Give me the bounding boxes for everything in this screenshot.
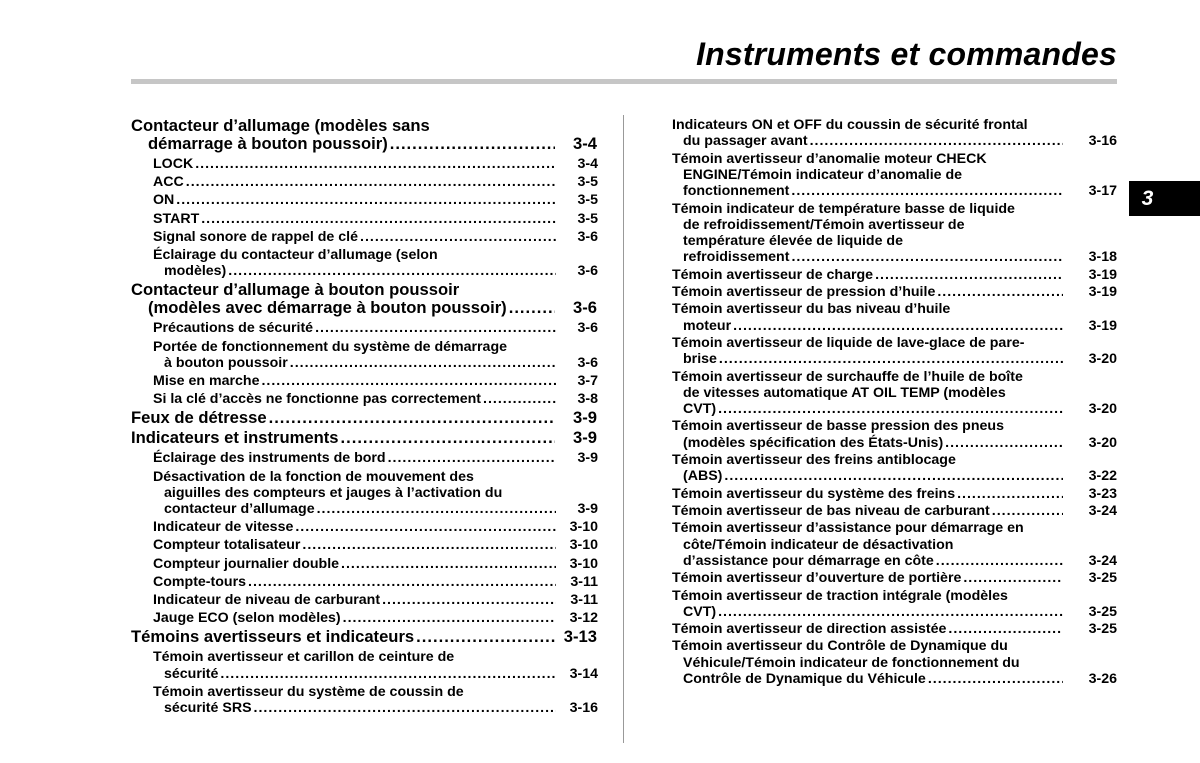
dot-leader [248,574,556,590]
dot-leader [382,592,556,608]
toc-entry[interactable] [672,452,1117,484]
toc-page-number: 3-9 [573,408,597,428]
toc-page-number: 3-19 [1088,266,1117,283]
toc-entry[interactable] [131,174,598,190]
dot-leader [261,373,556,389]
dot-leader [928,671,1063,687]
toc-page-number: 3-6 [577,263,598,280]
toc-page-number: 3-14 [569,665,598,682]
toc-entry-text: Portée de fonctionnement du système de démarrage [153,338,507,355]
toc-entry-text: de refroidissement/Témoin avertisseur de [683,216,965,233]
toc-page-number: 3-12 [569,610,598,627]
toc-entry-text: Témoin avertisseur de liquide de lave-glace de pare- [672,334,1025,351]
toc-entry-text: Témoin avertisseur de surchauffe de l’huile de boîte [672,368,1023,385]
toc-entry-text: d’assistance pour démarrage en côte [683,552,934,569]
toc-page-number: 3-18 [1088,249,1117,266]
toc-page-number: 3-5 [577,174,598,191]
toc-left-column [131,117,598,716]
toc-entry-text: Indicateurs ON et OFF du coussin de sécurité frontal [672,117,1028,134]
dot-leader [810,133,1063,149]
toc-page-number: 3-20 [1088,351,1117,368]
dot-leader [186,174,556,190]
toc-entry-text: Témoin avertisseur de charge [672,266,874,283]
toc-entry[interactable] [672,117,1117,149]
toc-entry[interactable] [131,556,598,572]
toc-entry[interactable] [131,574,598,590]
toc-entry-text: Témoin avertisseur d’assistance pour démarrage en [672,520,1024,537]
dot-leader [733,318,1063,334]
toc-page-number: 3-8 [577,391,598,408]
toc-entry-text: (modèles spécification des États-Unis) [683,434,944,451]
toc-entry-text: refroidissement [683,249,790,266]
toc-entry-text: Compte-tours [153,573,247,590]
toc-entry-text: brise [683,351,717,368]
toc-entry[interactable] [131,339,598,371]
toc-entry-text: Témoin avertisseur du bas niveau d’huile [672,301,951,318]
dot-leader [791,249,1063,265]
toc-entry-text: aiguilles des compteurs et jauges à l’activation du [164,484,503,501]
toc-section-entry[interactable] [131,628,598,646]
toc-entry[interactable] [672,638,1117,687]
toc-entry-text: Contacteur d’allumage à bouton poussoir [131,280,460,300]
toc-entry[interactable] [672,267,1117,283]
toc-page-number: 3-10 [569,555,598,572]
column-divider [623,115,624,743]
toc-entry-text: température élevée de liquide de [683,232,903,249]
toc-page-number: 3-11 [570,573,598,590]
toc-entry-text: Témoin avertisseur de pression d’huile [672,283,936,300]
toc-entry[interactable] [672,418,1117,450]
toc-entry-text: Témoin avertisseur d’anomalie moteur CHECK [672,150,987,167]
toc-entry-text: Témoin avertisseur du système des freins [672,485,956,502]
toc-entry[interactable] [672,588,1117,620]
toc-entry-text: Feux de détresse [131,408,267,428]
toc-entry-text: Éclairage du contacteur d’allumage (selon [153,247,438,264]
toc-entry-text: CVT) [683,603,717,620]
toc-entry[interactable] [672,284,1117,300]
toc-page-number: 3-23 [1088,485,1117,502]
toc-page-number: 3-9 [577,450,598,467]
toc-entry-text: moteur [683,317,732,334]
dot-leader [719,351,1063,367]
dot-leader [724,468,1063,484]
toc-entry[interactable] [672,301,1117,333]
toc-page-number: 3-7 [577,373,598,390]
toc-entry[interactable] [672,520,1117,569]
toc-entry[interactable] [131,537,598,553]
toc-entry-text: démarrage à bouton poussoir) [148,134,388,153]
toc-page-number: 3-6 [577,320,598,337]
dot-leader [963,570,1063,586]
toc-entry-text: à bouton poussoir [164,354,288,371]
toc-entry-text: Contacteur d’allumage (modèles sans [131,116,430,135]
toc-entry-text: Si la clé d’accès ne fonctionne pas correctement [153,391,482,408]
toc-page-number: 3-25 [1088,621,1117,638]
toc-entry[interactable] [131,373,598,389]
toc-entry-text: sécurité SRS [164,700,252,717]
toc-entry-text: Désactivation de la fonction de mouvement des [153,468,474,485]
toc-entry[interactable] [131,684,598,716]
dot-leader [416,628,555,646]
dot-leader [791,183,1063,199]
toc-entry-text: CVT) [683,400,717,417]
toc-entry[interactable] [131,649,598,681]
toc-entry-text: Témoin avertisseur et carillon de ceinture de [153,649,455,666]
toc-page-number: 3-9 [577,501,598,518]
toc-page-number: 3-11 [570,592,598,609]
toc-page-number: 3-6 [577,354,598,371]
toc-entry-text: Témoin avertisseur de bas niveau de carburant [672,502,990,519]
dot-leader [343,610,556,626]
toc-entry[interactable] [672,151,1117,200]
toc-entry-text: Contrôle de Dynamique du Véhicule [683,670,926,687]
toc-page-number: 3-17 [1088,183,1117,200]
toc-entry-text: de vitesses automatique AT OIL TEMP (modèles [683,384,1006,401]
toc-entry[interactable] [672,369,1117,418]
toc-entry-text: Témoin avertisseur d’ouverture de portière [672,570,962,587]
toc-entry[interactable] [131,519,598,535]
toc-page-number: 3-5 [577,210,598,227]
toc-entry[interactable] [131,247,598,279]
toc-page-number: 3-25 [1088,570,1117,587]
toc-page-number: 3-6 [573,298,597,318]
toc-entry-text: Indicateurs et instruments [131,428,339,448]
dot-leader [340,429,555,447]
header-rule [131,79,1117,84]
dot-leader [228,263,556,279]
toc-page-number: 3-4 [577,156,598,172]
dot-leader [341,556,556,572]
toc-entry-text: Témoins avertisseurs et indicateurs [131,627,415,647]
toc-entry[interactable] [131,610,598,626]
dot-leader [195,156,556,172]
toc-page-number: 3-19 [1088,317,1117,334]
toc-entry-text: Indicateur de niveau de carburant [153,592,381,609]
toc-entry[interactable] [131,192,598,208]
toc-entry-text: START [153,210,200,227]
dot-leader [936,553,1063,569]
toc-right-column [672,116,1117,687]
toc-entry[interactable] [672,621,1117,637]
toc-entry-text: Témoin avertisseur de traction intégrale (modèles [672,587,1008,604]
toc-entry[interactable] [672,503,1117,519]
toc-entry-text: Compteur totalisateur [153,537,301,554]
toc-page-number: 3-20 [1088,434,1117,451]
toc-page-number: 3-19 [1088,283,1117,300]
dot-leader [483,391,556,407]
toc-entry[interactable] [131,320,598,336]
toc-entry-text: Mise en marche [153,373,260,390]
toc-page-number: 3-10 [569,537,598,554]
toc-page-number: 3-20 [1088,400,1117,417]
toc-page-number: 3-10 [569,519,598,536]
toc-page-number: 3-13 [563,627,597,647]
dot-leader [945,435,1063,451]
toc-entry-text: Témoin avertisseur des freins antiblocage [672,451,956,468]
toc-page-number: 3-24 [1088,552,1117,569]
dot-leader [220,666,556,682]
dot-leader [992,503,1063,519]
dot-leader [509,299,555,317]
toc-page-number: 3-25 [1088,603,1117,620]
toc-entry[interactable] [672,335,1117,367]
chapter-tab[interactable] [1129,181,1200,216]
toc-entry[interactable] [131,450,598,466]
toc-entry-text: Éclairage des instruments de bord [153,450,386,467]
toc-entry-text: du passager avant [683,133,808,150]
dot-leader [875,267,1063,283]
toc-page-number: 3-16 [569,700,598,717]
toc-entry[interactable] [131,211,598,227]
toc-page-number: 3-4 [573,134,597,153]
toc-entry-text: Jauge ECO (selon modèles) [153,610,341,627]
toc-entry-text: Témoin indicateur de température basse de liquide [672,200,1015,217]
toc-entry[interactable] [131,592,598,608]
toc-page-number: 3-22 [1088,468,1117,485]
toc-entry-text: Signal sonore de rappel de clé [153,228,358,245]
dot-leader [718,401,1063,417]
toc-entry-text: Indicateur de vitesse [153,519,294,536]
toc-entry-text: ENGINE/Témoin indicateur d’anomalie de [683,166,963,183]
dot-leader [957,486,1063,502]
toc-page-number: 3-6 [577,228,598,245]
toc-entry[interactable] [672,486,1117,502]
toc-entry-text: (modèles avec démarrage à bouton poussoir) [148,298,507,318]
dot-leader [302,537,556,553]
dot-leader [948,621,1063,637]
toc-entry-text: Témoin avertisseur du Contrôle de Dynamique du [672,638,1008,655]
dot-leader [269,409,555,427]
toc-section-entry[interactable] [131,409,598,427]
toc-section-entry[interactable] [131,429,598,447]
dot-leader [388,450,556,466]
toc-page-number: 3-9 [573,428,597,448]
toc-entry[interactable] [131,156,598,172]
toc-entry-text: Témoin avertisseur de direction assistée [672,621,947,638]
dot-leader [315,320,556,336]
toc-page-number: 3-5 [577,192,598,209]
toc-entry-text: contacteur d’allumage [164,501,315,518]
toc-section-entry[interactable] [131,281,598,317]
toc-entry-text: ACC [153,174,184,191]
page-title: Instruments et commandes [696,36,1117,72]
toc-entry-text: modèles) [164,263,227,280]
toc-entry-text: sécurité [164,665,219,682]
dot-leader [290,355,556,371]
toc-entry-text: (ABS) [683,468,723,485]
dot-leader [718,604,1063,620]
toc-entry[interactable] [672,201,1117,266]
chapter-number: 3 [1141,186,1154,210]
toc-entry-text: ON [153,192,175,209]
dot-leader [317,501,556,517]
toc-page-number: 3-26 [1088,670,1117,687]
toc-entry-text: Précautions de sécurité [153,320,314,337]
toc-entry-text: côte/Témoin indicateur de désactivation [683,536,954,553]
toc-entry-text: Témoin avertisseur du système de coussin de [153,683,464,700]
toc-page-number: 3-24 [1088,502,1117,519]
dot-leader [390,135,555,153]
toc-entry-text: fonctionnement [683,183,790,200]
toc-entry[interactable] [131,469,598,518]
dot-leader [937,284,1063,300]
toc-entry-text: Compteur journalier double [153,555,340,572]
dot-leader [360,229,556,245]
toc-entry-text: Témoin avertisseur de basse pression des pneus [672,418,1004,435]
toc-entry-text: LOCK [153,156,194,172]
dot-leader [295,519,556,535]
toc-page-number: 3-16 [1088,133,1117,150]
toc-section-entry[interactable] [131,117,598,153]
toc-entry[interactable] [131,391,598,407]
dot-leader [176,192,556,208]
toc-entry-text: Véhicule/Témoin indicateur de fonctionnement du [683,654,1020,671]
toc-entry[interactable] [672,570,1117,586]
dot-leader [254,700,556,716]
dot-leader [201,211,556,227]
toc-entry[interactable] [131,229,598,245]
